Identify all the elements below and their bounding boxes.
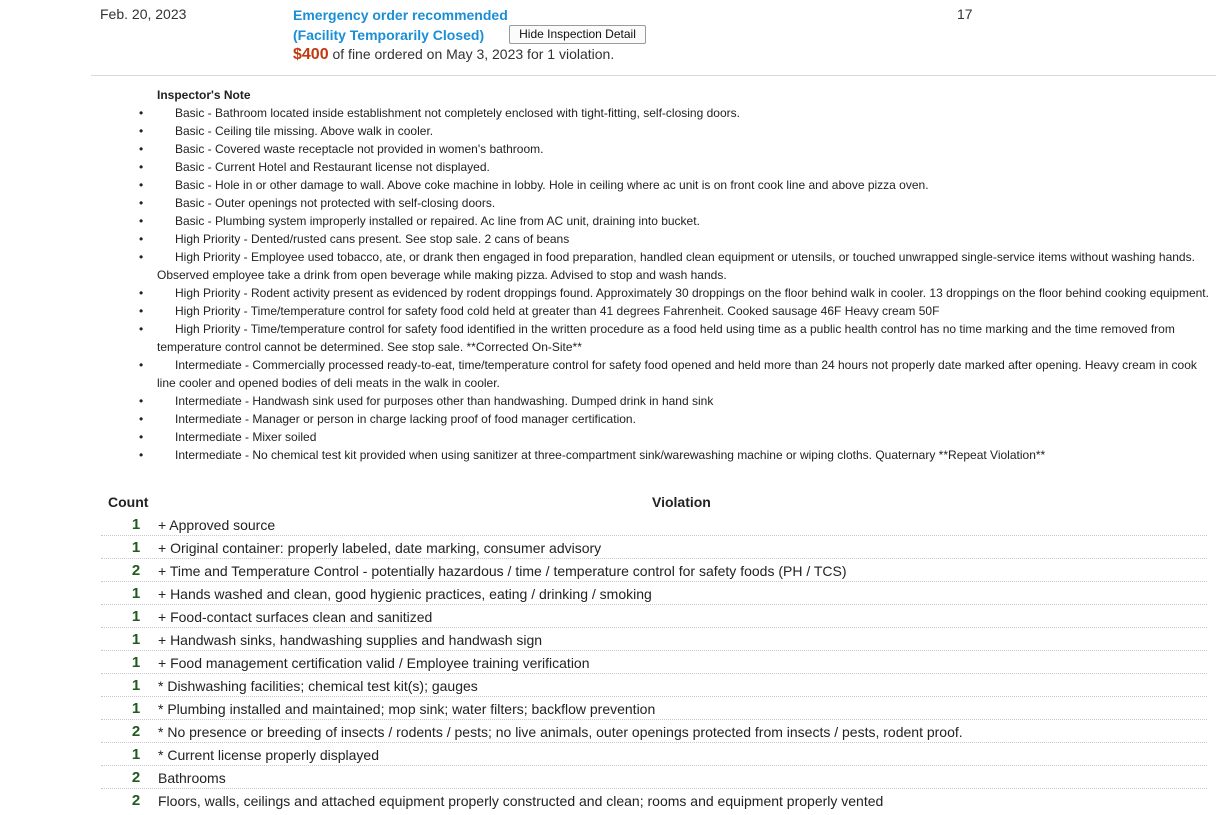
table-row <box>101 628 1207 651</box>
bullet-icon: • <box>139 430 144 444</box>
bullet-icon: • <box>139 214 144 228</box>
table-row <box>101 513 1207 536</box>
violation-count: 2 <box>131 562 141 579</box>
inspection-score: 17 <box>957 6 973 22</box>
violation-count: 1 <box>131 746 141 763</box>
note-item <box>139 428 1213 446</box>
fine-amount: $400 <box>293 46 329 63</box>
table-row <box>101 536 1207 559</box>
note-text: Basic - Plumbing system improperly installed or repaired. Ac line from AC unit, draining into bucket. <box>175 214 700 228</box>
violations-table-body <box>101 513 1207 812</box>
inspection-summary-row <box>0 0 1231 76</box>
violation-description: * No presence or breeding of insects / rodents / pests; no live animals, outer openings protected from insects / pests, rodent proof. <box>158 724 963 740</box>
table-row <box>101 674 1207 697</box>
table-row <box>101 697 1207 720</box>
bullet-icon: • <box>139 358 144 372</box>
bullet-icon: • <box>139 286 144 300</box>
bullet-icon: • <box>139 304 144 318</box>
violation-count: 1 <box>131 539 141 556</box>
header-count: Count <box>108 494 149 510</box>
note-item <box>139 158 1213 176</box>
violation-description: + Approved source <box>158 517 276 533</box>
violation-description: Bathrooms <box>158 770 226 786</box>
table-row <box>101 720 1207 743</box>
note-text: Intermediate - Manager or person in charge lacking proof of food manager certification. <box>175 412 636 426</box>
fine-summary <box>293 46 614 64</box>
bullet-icon: • <box>139 322 144 336</box>
bullet-icon: • <box>139 196 144 210</box>
fine-text: of fine ordered on May 3, 2023 for 1 violation. <box>332 46 615 62</box>
violation-count: 1 <box>131 516 141 533</box>
note-item <box>139 212 1213 230</box>
bullet-icon: • <box>139 232 144 246</box>
violation-description: * Current license properly displayed <box>158 747 379 763</box>
violation-count: 2 <box>131 723 141 740</box>
violation-count: 2 <box>131 769 141 786</box>
violation-count: 1 <box>131 654 141 671</box>
note-item <box>139 356 1213 392</box>
violation-description: * Dishwashing facilities; chemical test kit(s); gauges <box>158 678 478 694</box>
violation-description: + Time and Temperature Control - potentially hazardous / time / temperature control for safety foods (PH / TCS) <box>158 563 847 579</box>
violation-count: 2 <box>131 792 141 809</box>
note-item <box>139 122 1213 140</box>
table-row <box>101 789 1207 812</box>
note-text: High Priority - Time/temperature control for safety food cold held at greater than 41 degrees Fahrenheit. Cooked sausage 46F Heavy cream 50F <box>175 304 940 318</box>
bullet-icon: • <box>139 394 144 408</box>
note-text: Intermediate - Commercially processed ready-to-eat, time/temperature control for safety food opened and held more than 24 hours not properly date marked after opening. Heavy cream in cook line cooler and opened bodies of deli meats in the walk in cooler. <box>157 358 1197 390</box>
violation-count: 1 <box>131 677 141 694</box>
violation-description: + Food management certification valid / Employee training verification <box>158 655 590 671</box>
bullet-icon: • <box>139 412 144 426</box>
bullet-icon: • <box>139 106 144 120</box>
note-item <box>139 410 1213 428</box>
note-text: Basic - Outer openings not protected with self-closing doors. <box>175 196 496 210</box>
violations-table-header <box>101 493 1207 513</box>
divider <box>91 75 1216 76</box>
note-text: High Priority - Dented/rusted cans present. See stop sale. 2 cans of beans <box>175 232 570 246</box>
note-text: Basic - Current Hotel and Restaurant license not displayed. <box>175 160 490 174</box>
bullet-icon: • <box>139 448 144 462</box>
note-item <box>139 104 1213 122</box>
note-item <box>139 176 1213 194</box>
note-text: Basic - Bathroom located inside establishment not completely enclosed with tight-fitting, self-closing doors. <box>175 106 740 120</box>
note-item <box>139 248 1213 284</box>
violation-count: 1 <box>131 585 141 602</box>
status-facility-closed: (Facility Temporarily Closed) <box>293 27 485 43</box>
note-text: Intermediate - Mixer soiled <box>175 430 317 444</box>
note-text: High Priority - Employee used tobacco, ate, or drank then engaged in food preparation, handled clean equipment or utensils, or touched unwrapped single-service items without washing hands. Observed employee take a drink from open beverage while making pizza. Advised to stop and wash hands. <box>157 250 1195 282</box>
note-item <box>139 140 1213 158</box>
note-text: Basic - Ceiling tile missing. Above walk in cooler. <box>175 124 434 138</box>
violation-count: 1 <box>131 608 141 625</box>
bullet-icon: • <box>139 124 144 138</box>
note-item <box>139 302 1213 320</box>
inspection-date: Feb. 20, 2023 <box>100 6 187 22</box>
inspection-status <box>293 5 508 45</box>
note-item <box>139 446 1213 464</box>
note-item <box>139 320 1213 356</box>
table-row <box>101 651 1207 674</box>
inspector-notes <box>139 86 1213 464</box>
table-row <box>101 605 1207 628</box>
hide-inspection-detail-button[interactable]: Hide Inspection Detail <box>509 25 646 44</box>
violation-description: + Hands washed and clean, good hygienic practices, eating / drinking / smoking <box>158 586 652 602</box>
note-item <box>139 284 1213 302</box>
inspector-notes-list <box>139 104 1213 464</box>
violation-description: + Original container: properly labeled, date marking, consumer advisory <box>158 540 602 556</box>
violation-description: Floors, walls, ceilings and attached equipment properly constructed and clean; rooms and equipment properly vented <box>158 793 884 809</box>
bullet-icon: • <box>139 160 144 174</box>
bullet-icon: • <box>139 250 144 264</box>
table-row <box>101 766 1207 789</box>
note-text: Intermediate - Handwash sink used for purposes other than handwashing. Dumped drink in hand sink <box>175 394 714 408</box>
inspector-notes-title: Inspector's Note <box>157 88 251 102</box>
note-item <box>139 194 1213 212</box>
bullet-icon: • <box>139 178 144 192</box>
header-violation: Violation <box>652 494 711 510</box>
note-text: High Priority - Time/temperature control for safety food identified in the written procedure as a food held using time as a public health control has no time marking and the time removed from temperature control cannot be determined. See stop sale. **Corrected On-Site** <box>157 322 1175 354</box>
note-item <box>139 230 1213 248</box>
status-emergency-order: Emergency order recommended <box>293 7 508 23</box>
note-text: Basic - Covered waste receptacle not provided in women's bathroom. <box>175 142 544 156</box>
violation-description: + Food-contact surfaces clean and sanitized <box>158 609 433 625</box>
note-text: Basic - Hole in or other damage to wall. Above coke machine in lobby. Hole in ceiling where ac unit is on front cook line and above pizza oven. <box>175 178 929 192</box>
violation-count: 1 <box>131 631 141 648</box>
table-row <box>101 559 1207 582</box>
table-row <box>101 582 1207 605</box>
violations-table <box>101 493 1207 812</box>
note-item <box>139 392 1213 410</box>
violation-count: 1 <box>131 700 141 717</box>
note-text: High Priority - Rodent activity present as evidenced by rodent droppings found. Approximately 30 droppings on the floor behind walk in cooler. 13 droppings on the floor behind cooking equipment. <box>175 286 1209 300</box>
table-row <box>101 743 1207 766</box>
note-text: Intermediate - No chemical test kit provided when using sanitizer at three-compartment sink/warewashing machine or wiping cloths. Quaternary **Repeat Violation** <box>175 448 1046 462</box>
bullet-icon: • <box>139 142 144 156</box>
violation-description: * Plumbing installed and maintained; mop sink; water filters; backflow prevention <box>158 701 656 717</box>
violation-description: + Handwash sinks, handwashing supplies and handwash sign <box>158 632 543 648</box>
